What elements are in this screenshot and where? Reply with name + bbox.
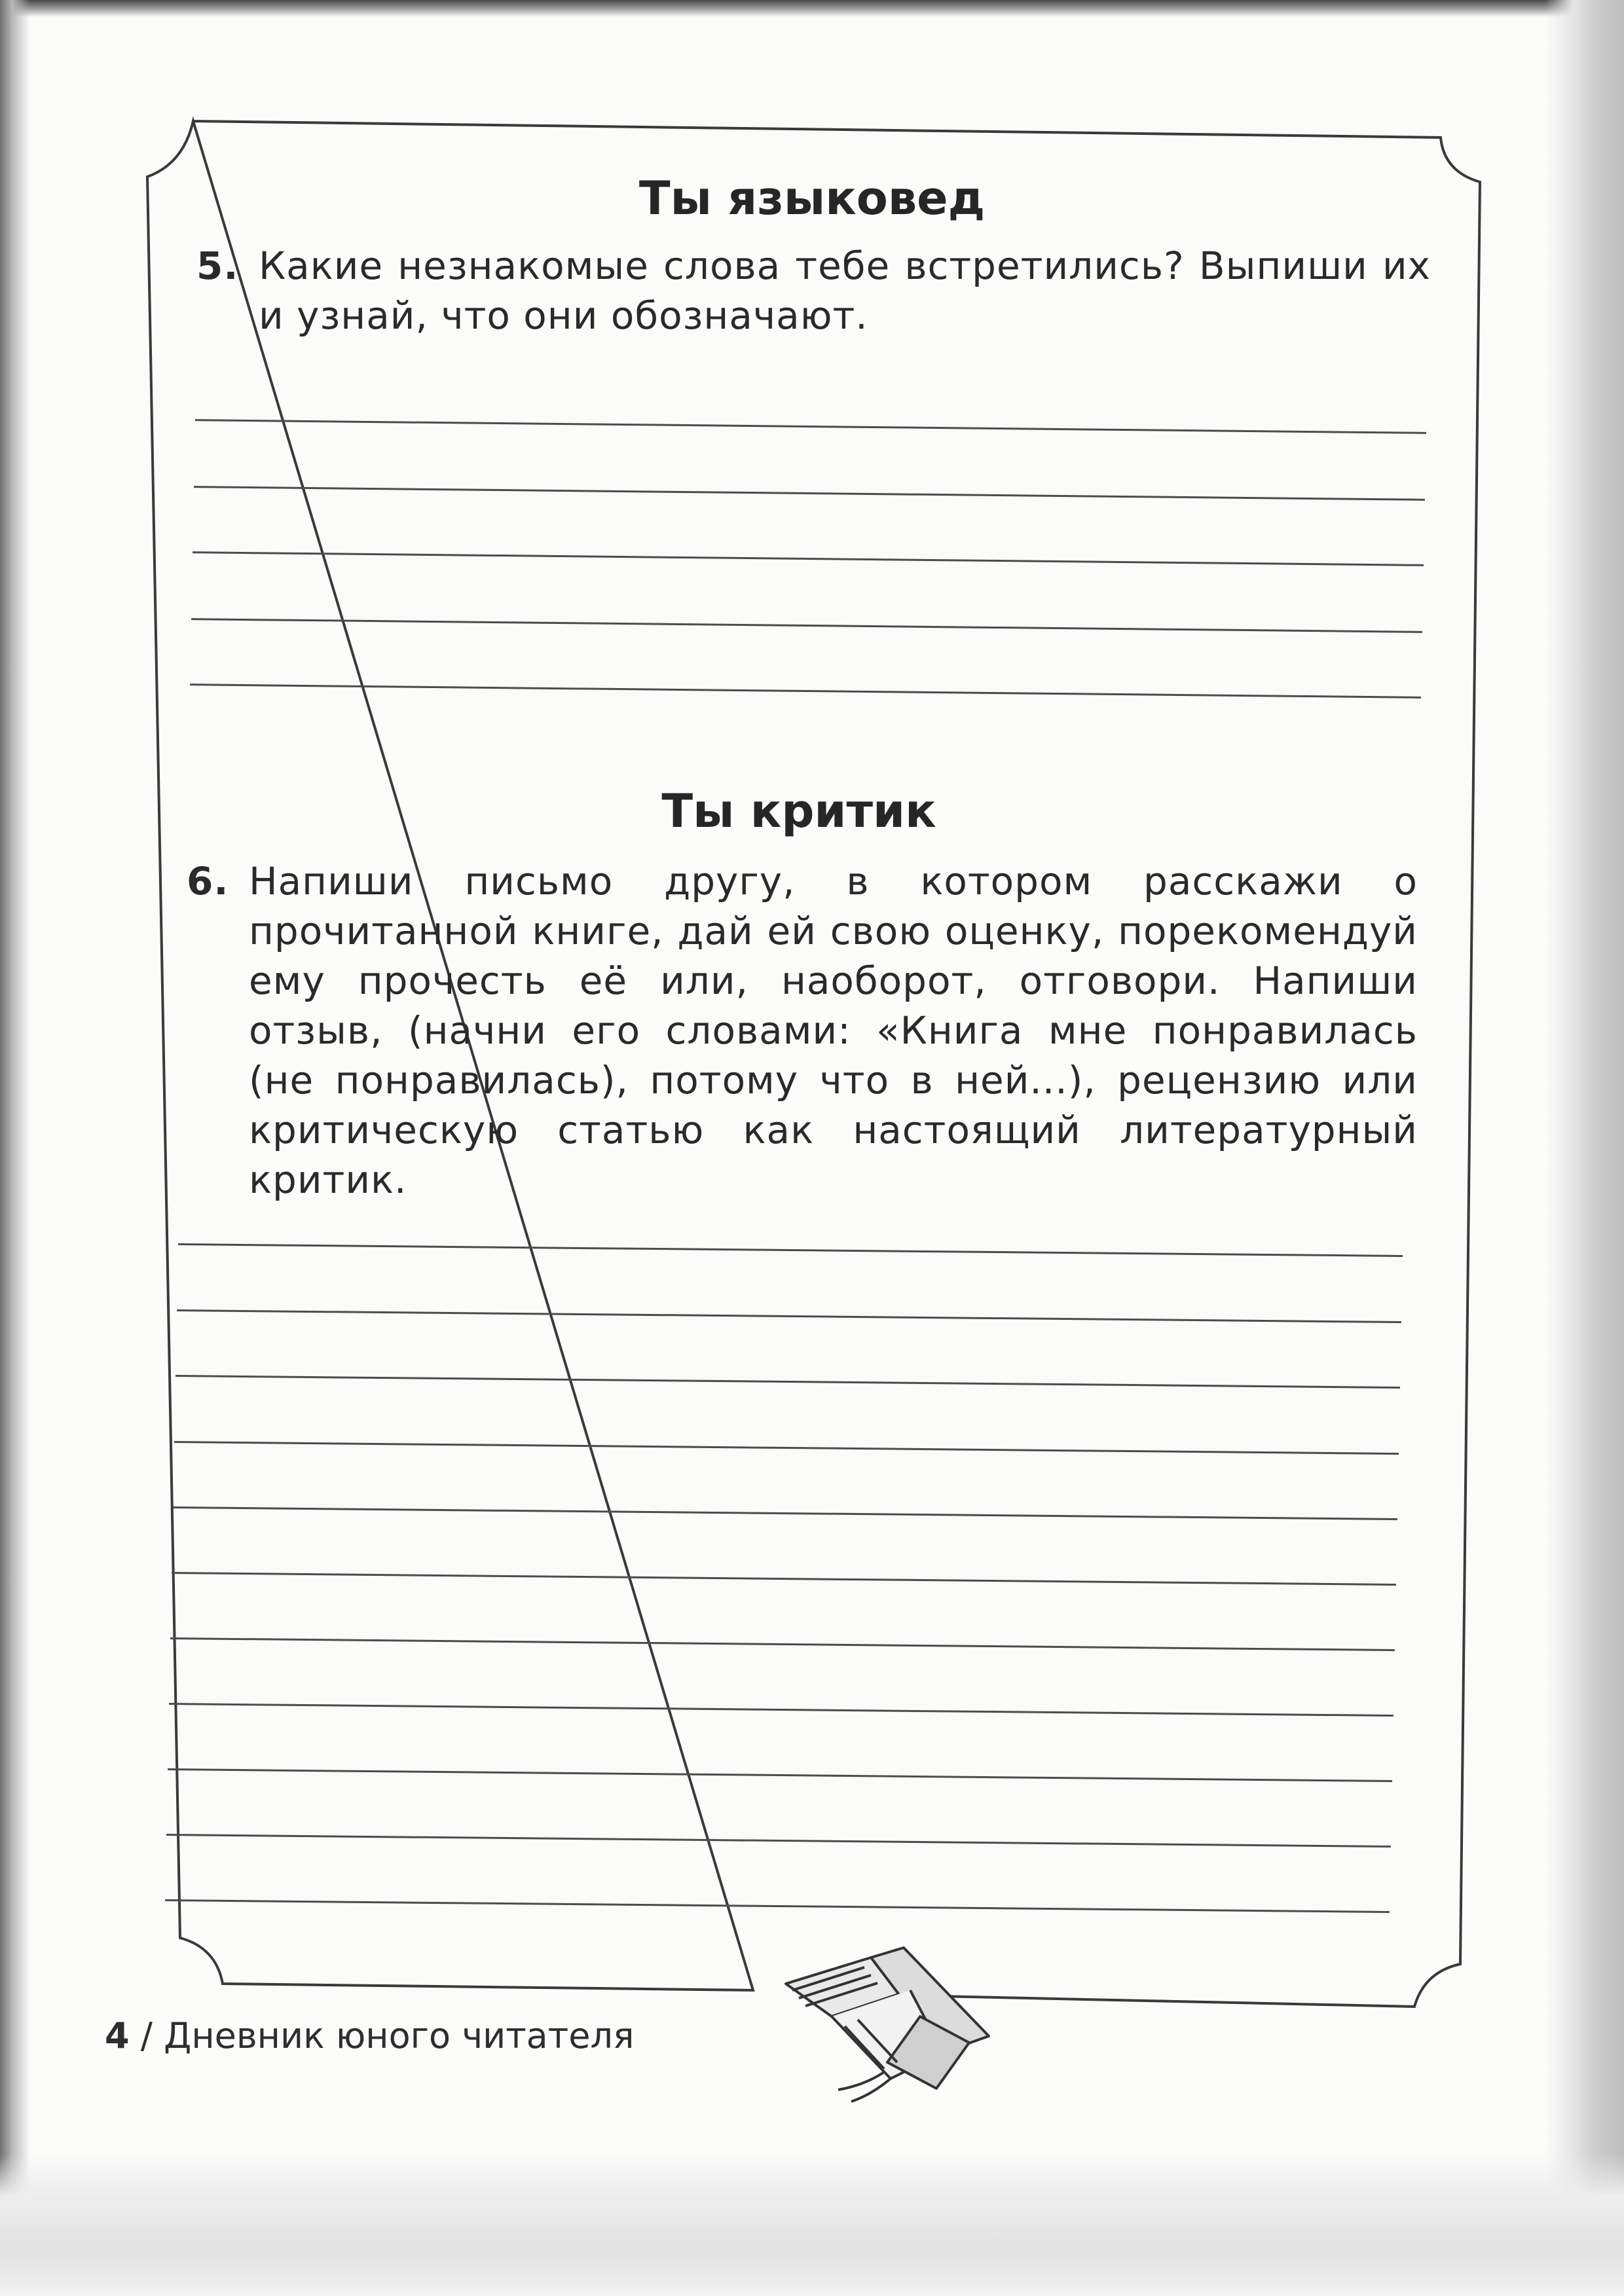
section-title-linguist: Ты языковед bbox=[638, 172, 986, 225]
section-title-critic: Ты критик bbox=[661, 784, 936, 838]
task-6 bbox=[187, 856, 1418, 1205]
page-number: 4 bbox=[105, 2015, 130, 2056]
task-5 bbox=[196, 241, 1431, 340]
task-text: Какие незнакомые слова тебе встретились? Выпиши их и узнай, что они обозначают. bbox=[259, 244, 1431, 338]
book-title: Дневник юного читателя bbox=[164, 2015, 635, 2056]
task-text: Напиши письмо другу, в котором расскажи о прочитанной книге, дай ей свою оценку, порекомендуй ему прочесть её или, наоборот, отговори. Напиши отзыв, (начни его словами: «Книга мне понравилась (не понравилась), потому что в ней...), рецензию или критическую статью как настоящий литературный критик. bbox=[249, 859, 1418, 1202]
task-number: 6. bbox=[187, 859, 229, 903]
task-number: 5. bbox=[196, 244, 239, 288]
page-footer bbox=[105, 2015, 634, 2056]
open-book-icon bbox=[773, 1938, 1022, 2108]
footer-separator: / bbox=[140, 2015, 153, 2056]
